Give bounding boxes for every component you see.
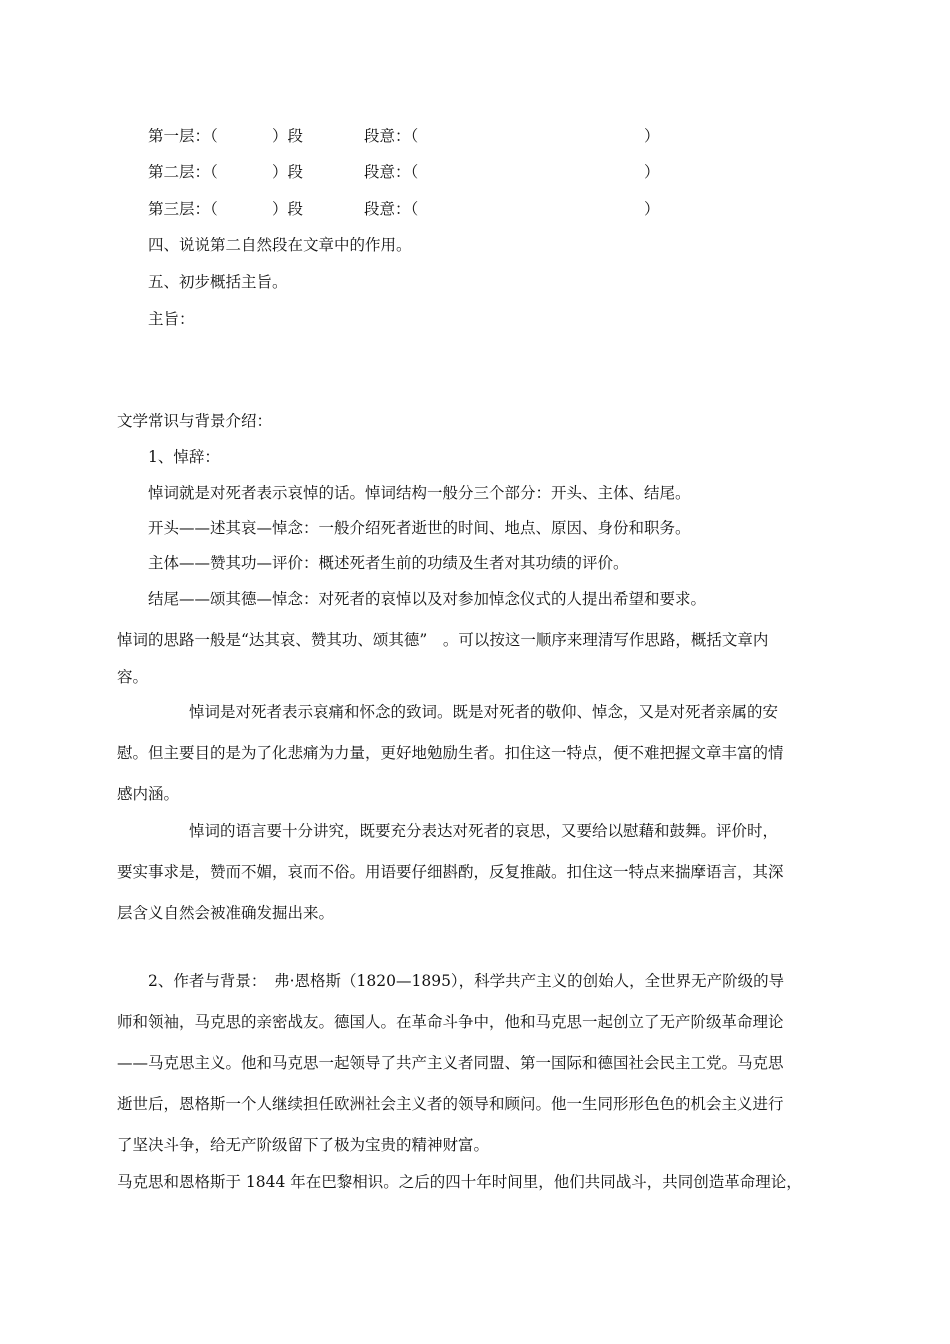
layer-label: 第三层：（ xyxy=(148,200,218,218)
meaning-close: ） xyxy=(644,127,660,145)
author-line-6: 马克思和恩格斯于 1844 年在巴黎相识。之后的四十年时间里，他们共同战斗，共同创造革命理论， xyxy=(117,1173,802,1191)
layer-row-1 xyxy=(148,126,708,146)
question-4: 四、说说第二自然段在文章中的作用。 xyxy=(148,236,412,254)
meaning-label: 段意：（ xyxy=(364,163,419,181)
paragraph-range-close: ）段 xyxy=(272,200,304,218)
paragraph-3-line-3: 层含义自然会被准确发掘出来。 xyxy=(117,904,335,922)
paragraph-3-line-2: 要实事求是，赞而不媚，哀而不俗。用语要仔细斟酌，反复推敲。扣住这一特点来揣摩语言，其深 xyxy=(117,863,784,881)
author-line-2: 师和领袖，马克思的亲密战友。德国人。在革命斗争中，他和马克思一起创立了无产阶级革命理论 xyxy=(117,1013,784,1031)
layer-row-3 xyxy=(148,199,708,219)
eulogy-definition: 悼词就是对死者表示哀悼的话。悼词结构一般分三个部分：开头、主体、结尾。 xyxy=(148,484,691,502)
author-line-3: ——马克思主义。他和马克思一起领导了共产主义者同盟、第一国际和德国社会民主工党。马克思 xyxy=(117,1054,784,1072)
meaning-close: ） xyxy=(644,200,660,218)
section-1-title: 1、悼辞： xyxy=(148,448,220,466)
paragraph-2-line-2: 慰。但主要目的是为了化悲痛为力量，更好地勉励生者。扣住这一特点，便不难把握文章丰富的情 xyxy=(117,744,784,762)
author-line-1: 2、作者与背景： 弗·恩格斯（1820—1895），科学共产主义的创始人，全世界无产阶级的导 xyxy=(148,972,785,990)
paragraph-3-line-1: 悼词的语言要十分讲究，既要充分表达对死者的哀思，又要给以慰藉和鼓舞。评价时， xyxy=(189,822,779,840)
eulogy-thought-line-1: 悼词的思路一般是“达其哀、赞其功、颂其德” 。可以按这一顺序来理清写作思路，概括文章内 xyxy=(117,631,769,649)
eulogy-opening: 开头——述其哀—悼念：一般介绍死者逝世的时间、地点、原因、身份和职务。 xyxy=(148,519,691,537)
meaning-close: ） xyxy=(644,163,660,181)
layer-label: 第二层：（ xyxy=(148,163,218,181)
paragraph-2-line-3: 感内涵。 xyxy=(117,785,180,803)
eulogy-body: 主体——赞其功—评价：概述死者生前的功绩及生者对其功绩的评价。 xyxy=(148,554,629,572)
layer-label: 第一层：（ xyxy=(148,127,218,145)
knowledge-heading: 文学常识与背景介绍： xyxy=(117,412,273,430)
author-line-4: 逝世后，恩格斯一个人继续担任欧洲社会主义者的领导和顾问。他一生同形形色色的机会主义进行 xyxy=(117,1095,784,1113)
paragraph-range-close: ）段 xyxy=(272,127,304,145)
layer-row-2 xyxy=(148,162,708,182)
eulogy-thought-line-2: 容。 xyxy=(117,668,149,686)
meaning-label: 段意：（ xyxy=(364,127,419,145)
paragraph-2-line-1: 悼词是对死者表示哀痛和怀念的致词。既是对死者的敬仰、悼念，又是对死者亲属的安 xyxy=(189,703,779,721)
meaning-label: 段意：（ xyxy=(364,200,419,218)
author-line-5: 了坚决斗争，给无产阶级留下了极为宝贵的精神财富。 xyxy=(117,1136,490,1154)
paragraph-range-close: ）段 xyxy=(272,163,304,181)
eulogy-ending: 结尾——颂其德—悼念：对死者的哀悼以及对参加悼念仪式的人提出希望和要求。 xyxy=(148,590,707,608)
theme-label: 主旨： xyxy=(148,310,195,328)
question-5: 五、初步概括主旨。 xyxy=(148,273,288,291)
